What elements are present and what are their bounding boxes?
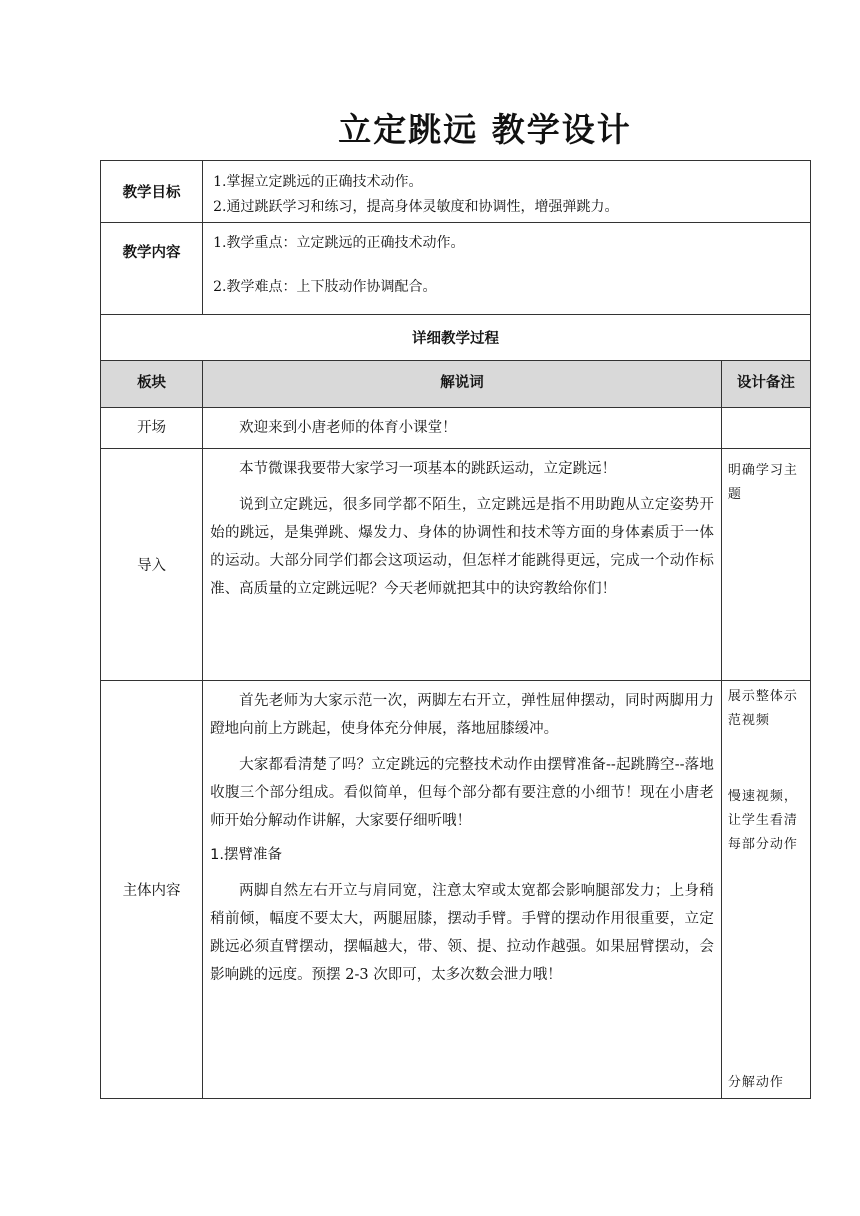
main-notes (721, 681, 810, 1099)
note-item: 慢速视频，让学生看清每部分动作 (727, 789, 798, 852)
note-item: 分解动作 (727, 1075, 784, 1090)
header-notes: 设计备注 (721, 361, 810, 408)
content-item: 2.教学难点：上下肢动作协调配合。 (213, 279, 437, 295)
script-paragraph: 大家都看清楚了吗？立定跳远的完整技术动作由摆臂准备--起跳腾空--落地收腹三个部分组成。看似简单，但每个部分都有要注意的小细节！现在小唐老师开始分解动作讲解，大家要仔细听哦！ (210, 757, 714, 829)
main-section: 主体内容 (101, 681, 203, 1099)
intro-script (203, 449, 722, 681)
intro-section: 导入 (101, 449, 203, 681)
objective-item: 2.通过跳跃学习和练习，提高身体灵敏度和协调性，增强弹跳力。 (213, 199, 619, 215)
intro-notes: 明确学习主题 (721, 449, 810, 681)
opening-script (203, 408, 722, 449)
objectives-label: 教学目标 (101, 161, 203, 223)
lesson-plan-table (100, 160, 811, 1099)
intro-row (101, 449, 811, 681)
main-row (101, 681, 811, 1099)
content-item: 1.教学重点：立定跳远的正确技术动作。 (213, 235, 465, 251)
main-script (203, 681, 722, 1099)
script-paragraph: 两脚自然左右开立与肩同宽，注意太窄或太宽都会影响腿部发力；上身稍稍前倾，幅度不要太大，两腿屈膝，摆动手臂。手臂的摆动作用很重要，立定跳远必须直臂摆动，摆幅越大，带、领、提、拉动作越强。如果屈臂摆动，会影响跳的远度。预摆 2-3 次即可，太多次数会泄力哦！ (210, 883, 714, 983)
opening-row (101, 408, 811, 449)
header-section: 板块 (101, 361, 203, 408)
subheading: 1.摆臂准备 (210, 847, 282, 863)
objectives-list (203, 161, 811, 223)
content-label: 教学内容 (101, 223, 203, 315)
document-title: 立定跳远 教学设计 (338, 110, 632, 149)
opening-section: 开场 (101, 408, 203, 449)
script-paragraph: 欢迎来到小唐老师的体育小课堂！ (239, 420, 457, 436)
content-list (203, 223, 811, 315)
note-item: 展示整体示范视频 (727, 689, 798, 728)
objective-item: 1.掌握立定跳远的正确技术动作。 (213, 174, 423, 190)
header-row (101, 361, 811, 408)
objectives-row (101, 161, 811, 223)
process-title-row (101, 315, 811, 361)
header-script: 解说词 (203, 361, 722, 408)
process-title: 详细教学过程 (101, 315, 811, 361)
content-row (101, 223, 811, 315)
opening-notes (721, 408, 810, 449)
script-paragraph: 本节微课我要带大家学习一项基本的跳跃运动，立定跳远！ (239, 461, 617, 477)
script-paragraph: 说到立定跳远，很多同学都不陌生，立定跳远是指不用助跑从立定姿势开始的跳远，是集弹跳、爆发力、身体的协调性和技术等方面的身体素质于一体的运动。大部分同学们都会这项运动，但怎样才能跳得更远，完成一个动作标准、高质量的立定跳远呢？今天老师就把其中的诀窍教给你们！ (210, 497, 714, 597)
script-paragraph: 首先老师为大家示范一次，两脚左右开立，弹性屈伸摆动，同时两脚用力蹬地向前上方跳起，使身体充分伸展，落地屈膝缓冲。 (210, 693, 714, 737)
